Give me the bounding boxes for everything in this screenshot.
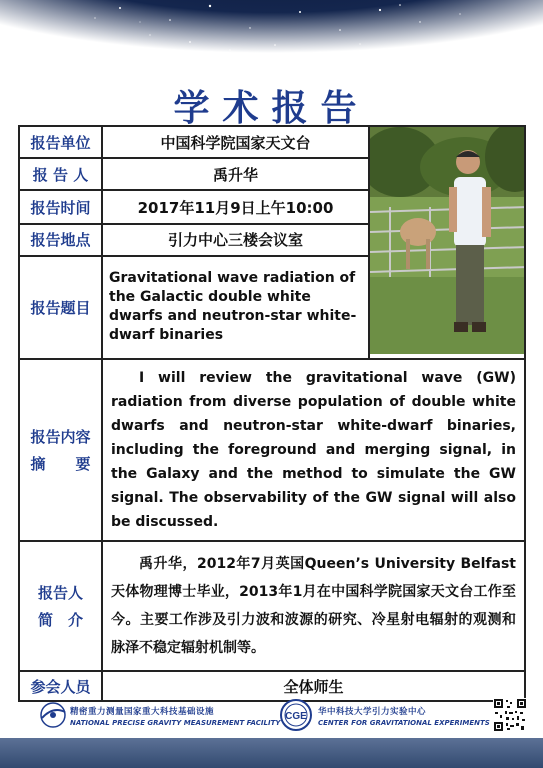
label-abstract-line1: 报告内容 [30, 428, 91, 446]
row-bio [19, 541, 525, 671]
label-bio-line2: 简 介 [37, 611, 83, 629]
value-time: 2017年11月9日上午10:00 [102, 190, 369, 223]
label-time: 报告时间 [19, 190, 102, 223]
label-place: 报告地点 [19, 224, 102, 256]
qr-code-icon [493, 698, 527, 732]
label-unit: 报告单位 [19, 126, 102, 158]
bio-text: 禹升华，2012年7月英国Queen’s University Belfast天体物理博士毕业，2013年1月在中国科学院国家天文台工作至今。主要工作涉及引力波和波源的研究、冷星射电辐射的观测和脉泽不稳定辐射机制等。 [111, 556, 516, 656]
label-bio [19, 541, 102, 671]
center-name-en: CENTER FOR GRAVITATIONAL EXPERIMENTS [318, 719, 490, 727]
value-abstract [102, 359, 525, 541]
abstract-text: I will review the gravitational wave (GW) radiation from diverse population of double white dwarfs and neutron-star white-dwarf binaries, including the foreground and merging signal, in the Galaxy and the method to simulate the GW signal. The observability of the GW signal will also be discussed. [111, 370, 516, 530]
label-abstract [19, 359, 102, 541]
value-place: 引力中心三楼会议室 [102, 224, 369, 256]
value-topic: Gravitational wave radiation of the Galactic double white dwarfs and neutron-star white-dwarf binaries [102, 256, 369, 359]
cge-logo-text: CGE [285, 711, 307, 722]
facility-name-en: NATIONAL PRECISE GRAVITY MEASUREMENT FACILITY [70, 719, 281, 727]
label-speaker: 报 告 人 [19, 158, 102, 190]
label-bio-line1: 报告人 [37, 584, 83, 602]
facility-logo-icon [38, 700, 68, 730]
value-attendees: 全体师生 [102, 671, 525, 701]
value-speaker: 禹升华 [102, 158, 369, 190]
label-abstract-line2: 摘 要 [30, 455, 91, 473]
row-unit [19, 126, 525, 158]
starfield-decoration [0, 0, 543, 80]
cge-logo-icon [279, 698, 313, 732]
center-name [318, 705, 490, 727]
value-unit: 中国科学院国家天文台 [102, 126, 369, 158]
center-name-cn: 华中科技大学引力实验中心 [318, 707, 427, 717]
label-topic: 报告题目 [19, 256, 102, 359]
footer-bar [0, 738, 543, 768]
speaker-photo [369, 126, 525, 359]
page-title: 学术报告 [173, 87, 370, 129]
facility-name-cn: 精密重力测量国家重大科技基础设施 [70, 707, 215, 717]
label-attendees: 参会人员 [19, 671, 102, 701]
row-attendees [19, 671, 525, 701]
facility-name [70, 705, 280, 727]
speaker-photo-image [370, 127, 525, 354]
row-abstract [19, 359, 525, 541]
value-bio [102, 541, 525, 671]
report-table [18, 125, 526, 702]
